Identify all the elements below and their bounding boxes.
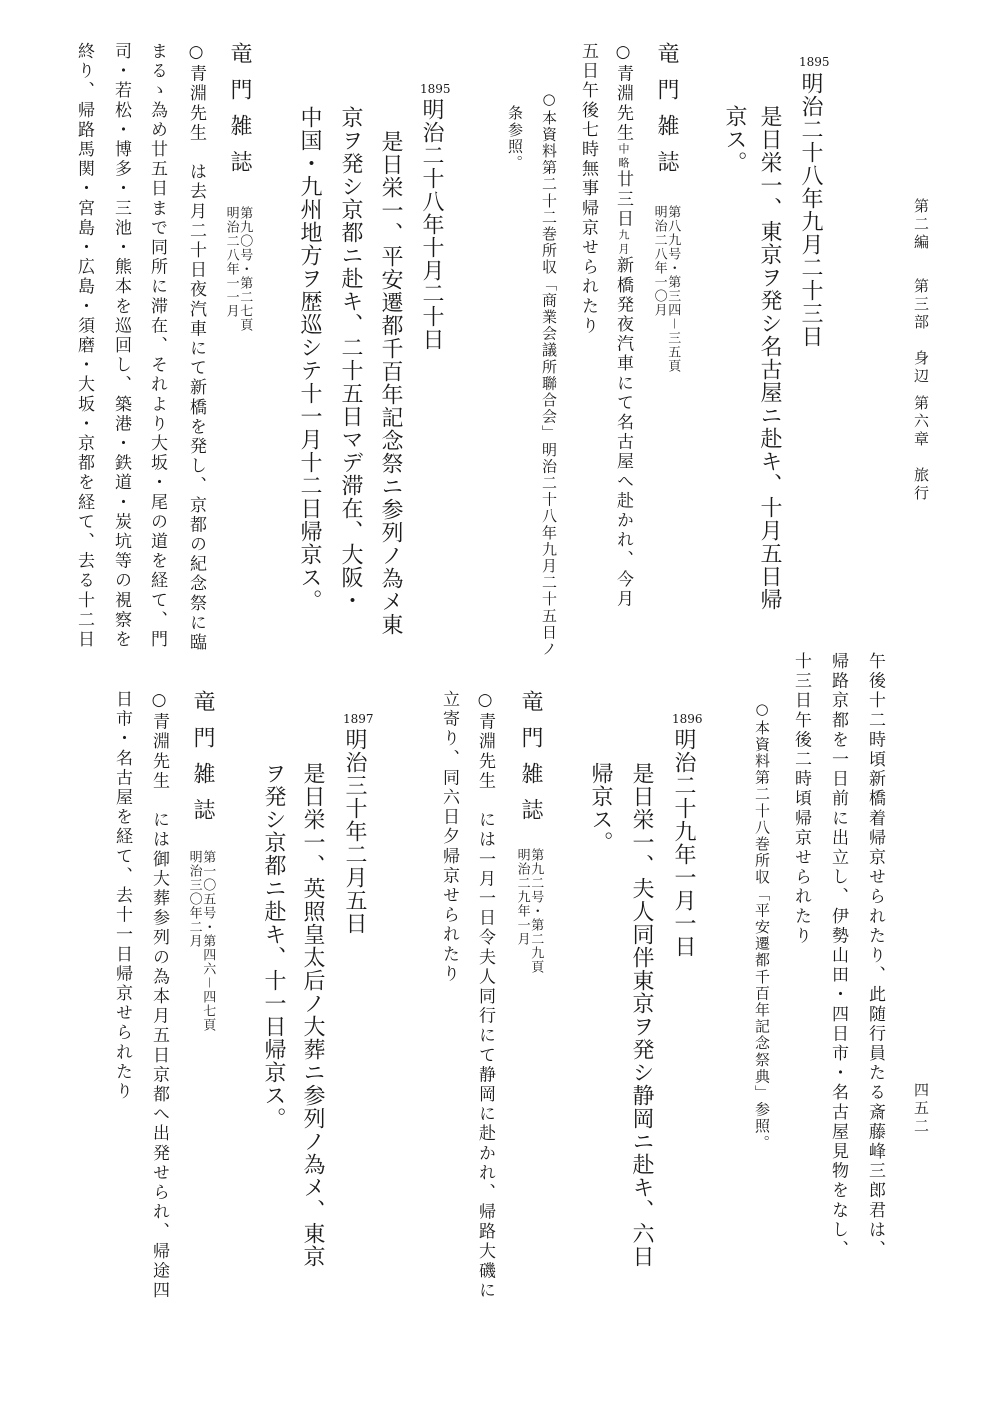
running-header-sho: 第六章 旅行: [912, 395, 930, 503]
entry3-year: 1896: [672, 712, 703, 726]
entry3-text-line2: 帰京ス。: [588, 762, 613, 854]
entry3-body-line1: ○青淵先生 には一月一日令夫人同行にて静岡に赴かれ、帰路大磯に: [475, 690, 495, 1301]
entry1-year: 1895: [799, 55, 830, 69]
page-number: 四五二: [912, 1082, 930, 1136]
entry4-text-line1: 是日栄一、英照皇太后ノ大葬ニ参列ノ為メ、東京: [300, 762, 325, 1268]
entry1-source-ref: [652, 205, 679, 373]
entry2-date: 明治二十八年十月二十日: [419, 98, 444, 351]
entry1-date: 明治二十八年九月二十三日: [798, 72, 823, 348]
entry2-source-ref-date: 明治二八年一一月: [223, 206, 239, 318]
entry2-source-title: 竜門雑誌: [227, 42, 252, 186]
entry1-body-line2: 五日午後七時無事帰京せられたり: [578, 42, 598, 336]
entry1-body-day: 廿三日: [613, 170, 633, 230]
entry4-source-ref: [187, 850, 214, 1032]
entry3-source-ref-issue: 第九二号・第二九頁: [528, 848, 544, 974]
entry1-body-month-num: 九: [617, 229, 630, 243]
entry1-source-title: 竜門雑誌: [654, 42, 679, 186]
entry2-body-line5: 午後十二時頃新橋着帰京せられたり、此随行員たる斎藤峰三郎君は、: [865, 652, 885, 1260]
entry2-source-ref: [224, 206, 251, 332]
entry4-text-line2: ヲ発シ京都ニ赴キ、十一日帰京ス。: [261, 762, 286, 1130]
entry2-body-line7: 十三日午後二時頃帰京せられたり: [791, 652, 811, 946]
entry1-body-line1: [614, 42, 631, 609]
entry1-body-month-char: 月: [617, 242, 630, 257]
entry2-source-ref-issue: 第九〇号・第二七頁: [237, 206, 253, 332]
entry4-source-ref-date: 明治三〇年二月: [186, 850, 202, 948]
running-header-hen: 第二編: [912, 198, 930, 252]
entry2-body-line3: 司・若松・博多・三池・熊本を巡回し、築港・鉄道・炭坑等の視察を: [111, 42, 131, 650]
entry2-body-line4: 終り、帰路馬関・宮島・広島・須磨・大坂・京都を経て、去る十二日: [74, 42, 94, 650]
entry1-text-line1: 是日栄一、東京ヲ発シ名古屋ニ赴キ、十月五日帰: [757, 105, 782, 611]
entry2-text-line1: 是日栄一、平安遷都千百年記念祭ニ参列ノ為メ東: [378, 130, 403, 636]
entry3-body-line2: 立寄り、同六日夕帰京せられたり: [439, 690, 459, 984]
entry3-date: 明治二十九年一月一日: [671, 728, 696, 958]
entry4-source-ref-issue: 第一〇五号・第四六－四七頁: [200, 850, 216, 1033]
entry1-note-line1: ○本資料第二十二巻所収「商業会議所聯合会」明治二十八年九月二十五日ノ: [540, 90, 558, 658]
entry3-source-ref: [515, 848, 542, 974]
entry4-year: 1897: [343, 712, 374, 726]
entry3-text-line1: 是日栄一、夫人同伴東京ヲ発シ静岡ニ赴キ、六日: [629, 762, 654, 1268]
entry1-note-line2: 条参照。: [506, 105, 524, 172]
entry4-source-title: 竜門雑誌: [190, 690, 215, 834]
entry1-body-speaker: ○青淵先生: [613, 42, 633, 143]
entry4-body-line1: ○青淵先生 には御大葬参列の為本月五日京都へ出発せられ、帰途四: [149, 690, 169, 1301]
entry1-body-omission: 中略: [617, 143, 630, 171]
entry4-date: 明治三十年二月五日: [342, 728, 367, 935]
entry2-text-line2: 京ヲ発シ京都ニ赴キ、二十五日マデ滞在、大阪・: [338, 106, 363, 612]
entry2-text-line3: 中国・九州地方ヲ歴巡シテ十一月十二日帰京ス。: [297, 106, 322, 612]
entry1-source-ref-issue: 第八九号・第三四－三五頁: [665, 205, 681, 374]
entry1-source-ref-date: 明治二八年一〇月: [651, 205, 667, 317]
entry3-source-title: 竜門雑誌: [518, 690, 543, 834]
running-header-bu: 第三部 身辺: [912, 278, 930, 386]
entry2-year: 1895: [420, 82, 451, 96]
entry2-body-line1: ○青淵先生 は去月二十日夜汽車にて新橋を発し、京都の紀念祭に臨: [186, 42, 206, 653]
entry3-source-ref-date: 明治二九年一月: [514, 848, 530, 946]
entry2-body-line6: 帰路京都を一日前に出立し、伊勢山田・四日市・名古屋見物をなし、: [828, 652, 848, 1260]
entry2-body-line2: まるゝ為め廿五日まで同所に滞在、それより大坂・尾の道を経て、門: [147, 42, 167, 650]
entry2-note: ○本資料第二十八巻所収「平安遷都千百年記念祭典」参照。: [753, 700, 771, 1152]
entry1-text-line2: 京ス。: [722, 105, 747, 174]
entry1-body-rest: 新橋発夜汽車にて名古屋へ赴かれ、今月: [613, 256, 633, 610]
entry4-body-line2: 日市・名古屋を経て、去十一日帰京せられたり: [112, 690, 132, 1102]
